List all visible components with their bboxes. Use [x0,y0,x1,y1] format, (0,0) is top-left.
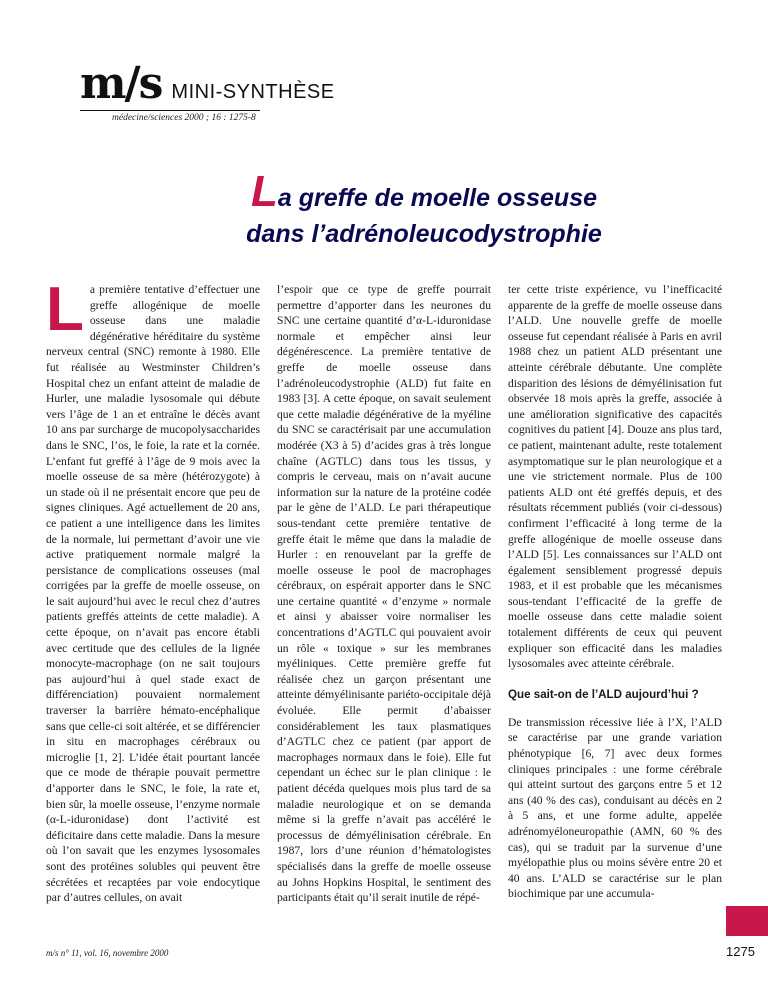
title-line-2: dans l’adrénoleucodystrophie [246,220,602,248]
citation: médecine/sciences 2000 ; 16 : 1275-8 [112,113,256,123]
column-3 [508,282,722,932]
title-line-1-text: a greffe de moelle osseuse [277,184,598,212]
drop-cap: L [46,282,84,344]
header-rule [80,110,260,111]
column-3-text-a: ter cette triste expérience, vu l’inefficacité apparente de la greffe de moelle osseuse dans l’ALD. Une nouvelle greffe de moelle osseuse fut cependant réalisée à Paris en avril 1988 chez un patient ALD présentant une atteinte cérébrale débutante. Une complète disparition des lésions de démyélinisation fut observée 18 mois après la greffe, associée à une amélioration significative des capacités cognitives du patient [4]. Douze ans plus tard, ce patient, maintenant adulte, reste totalement asymptomatique sur le plan neurologique et a une vie strictement normale. Plus de 100 patients ALD ont été greffés depuis, et des résultats récemment publiés (voir ci-dessous) confirment l’efficacité à long terme de la greffe allogénique de moelle osseuse dans l’ALD [5]. Les connaissances sur l’ALD ont également sensiblement progressé depuis 1983, et il est probable que les mécanismes sous-tendant l’efficacité de la greffe de moelle osseuse dans cette maladie soient totalement différents de ceux qui peuvent expliquer son efficacité dans les maladies lysosomales avec atteinte cérébrale. [508,283,722,671]
logo-mark: m/s [80,58,162,109]
column-2-text: l’espoir que ce type de greffe pourrait permettre d’apporter dans les neurones du SNC une certaine quantité d’α-L-iduronidase normale et empêcher ainsi leur dégénérescence. La première tentative de greffe de moelle osseuse dans l’adrénoleucodystrophie (ALD) fut faite en 1983 [3]. A cette époque, on savait seulement que cette maladie dégénérative de la myéline du SNC se caractérisait par une accumulation modérée (X3 à 5) d’acides gras à très longue chaîne (AGTLC) dans tous les tissus, y compris le cerveau, mais on n’avait aucune information sur la nature de la protéine codée par le gène de l’ALD. Le pari thérapeutique sous-tendant cette première tentative de greffe était le même que dans la maladie de Hurler : en renouvelant par la greffe de moelle osseuse le pool de macrophages cérébraux, on espérait apporter dans le SNC une certaine quantité « d’enzyme » normale et ainsi y abaisser voire normaliser les concentrations d’AGTLC qui pouvaient avoir un rôle « toxique » sur les membranes myéliniques. Cette première greffe fut réalisée chez un garçon présentant une atteinte démyélinisante pariéto-occipitale déjà évoluée. Elle permit d’abaisser considérablement les taux plasmatiques d’AGTLC chez ce patient (par apport de macrophages normaux dans le foie). Elle fut cependant un échec sur le plan clinique : le patient décéda quelques mois plus tard de sa maladie neurologique et on se demanda même si la greffe n’avait pas accéléré le processus de démyélinisation cérébrale. En 1987, lors d’une réunion d’hématologistes spécialisés dans la greffe de moelle osseuse au Johns Hopkins Hospital, le sentiment des participants était qu’il serait inutile de répé- [277,283,491,905]
article-title [0,164,768,250]
column-1-text: a première tentative d’effectuer une greffe allogénique de moelle osseuse dans une maladie dégénérative héréditaire du système nerveux central (SNC) remonte à 1980. Elle fut réalisée au Westminster Children’s Hospital chez un enfant atteint de maladie de Hurler, une maladie lysosomale qui débute vers l’âge de 1 an et entraîne le décès avant 10 ans par surcharge de mucopolysaccharides dans le SNC, l’os, le foie, la rate et la cornée. L’enfant fut greffé à l’âge de 9 mois avec la moelle osseuse de sa mère (hétérozygote) à un stade où il ne présentait encore que peu de signes cliniques. Agé actuellement de 20 ans, ce patient a une intelligence dans les limites de la normale, lui permettant d’avoir une vie active pratiquement normale malgré la persistance de complications osseuses (mal corrigées par la greffe de moelle osseuse, on le sait aujourd’hui avec le recul chez d’autres patients greffés atteints de cette maladie). A cette époque, on n’avait pas encore établi avec certitude que des cellules de la lignée monocyte-macrophage (on ne sait toujours pas aujourd’hui à quel stade exact de différenciation) pouvaient normalement traverser la barrière hémato-encéphalique sans que celle-ci soit altérée, et se différencier in situ en macrophages cérébraux ou microglie [1, 2]. L’idée était pourtant lancée que ce mode de thérapie pouvait permettre d’apporter dans le SNC, le foie, la rate et, bien sûr, la moelle osseuse, l’enzyme normale (α-L-iduronidase) dont l’activité est déficitaire dans cette maladie. Dans la mesure où l’on savait que les enzymes lysosomales sont des protéines solubles qui peuvent être sécrétées et recaptées par voie endocytique par d’autres cellules, on avait [46,283,260,905]
column-1 [46,282,260,932]
journal-logo [80,58,335,109]
column-3-text-b: De transmission récessive liée à l’X, l’ALD se caractérise par une grande variation phénotypique [6, 7] avec deux formes cliniques principales : une forme cérébrale qui atteint surtout des garçons entre 5 et 12 ans (40 % des cas), conduisant au décès en 2 à 5 ans, et une forme adulte, appelée adrénomyéloneuropathie (AMN, 60 % des cas), qui se traduit par la survenue d’une myélopathie plus ou moins sévère entre 20 et 40 ans. L’ALD se caractérise sur le plan biochimique par une accumula- [508,715,722,901]
page-accent-bar [726,906,768,936]
journal-reference: m/s n° 11, vol. 16, novembre 2000 [46,948,169,958]
article-body [46,282,722,932]
title-initial: L [250,167,278,216]
section-label: MINI-SYNTHÈSE [171,81,335,103]
paragraph [46,282,260,906]
section-heading: Que sait-on de l’ALD aujourd’hui ? [508,687,699,701]
page-number: 1275 [726,944,755,959]
title-line-1 [250,167,598,216]
column-2 [277,282,491,932]
